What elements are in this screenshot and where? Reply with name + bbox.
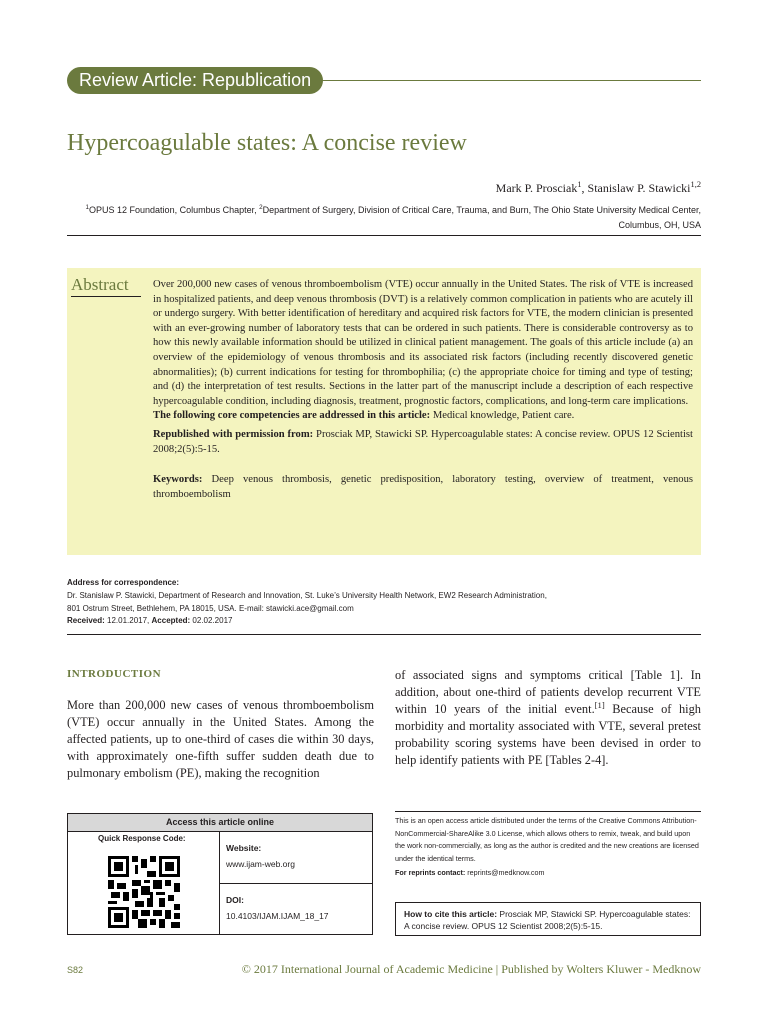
author-name: Stanislaw P. Stawicki: [587, 181, 691, 195]
correspondence-line: 801 Ostrum Street, Bethlehem, PA 18015, USA. E-mail: stawicki.ace@gmail.com: [67, 603, 354, 613]
website-label: Website:: [226, 843, 262, 853]
article-title: Hypercoagulable states: A concise review: [67, 130, 467, 156]
correspondence-block: [67, 577, 707, 628]
abstract-paragraph: Over 200,000 new cases of venous thromboembolism (VTE) occur annually in the United States. The risk of VTE is increased in hospitalized patients, and deep venous thrombosis (DVT) is a relatively common complication in patients who are acutely ill or undergo surgery. With better identification of hereditary and acquired risk factors for VTE, the modern clinician is presented with an ever-growing number of laboratory tests that can be ordered in such patients. There is considerable controversy as to how this newly available information should be utilized in clinical patient management. The goals of this article include (a) an overview of the epidemiology of venous thrombosis and its associated risk factors (including recently discovered genetic abnormalities); (b) current indications for testing for thrombophilia; (c) the appropriate choice for timing and type of testing; and (d) the interpretation of test results. Sections in the latter part of the manuscript include a description of each respective hypercoagulable condition, including diagnosis, treatment, prognostic factors, complications, and long-term care implications.: [153, 279, 693, 407]
cite-label: How to cite this article:: [404, 909, 498, 919]
core-competencies: [153, 409, 693, 424]
author-sup: 1: [577, 180, 582, 189]
access-box: [67, 813, 373, 935]
affil-sup: 2: [259, 204, 263, 211]
reprints-label: For reprints contact:: [395, 868, 466, 877]
website-link[interactable]: www.ijam-web.org: [226, 859, 295, 869]
divider: [67, 634, 701, 635]
citation-link[interactable]: [1]: [594, 699, 605, 710]
affiliations: [51, 203, 701, 233]
core-competencies-label: The following core competencies are addressed in this article:: [153, 410, 431, 422]
abstract-body: [153, 278, 693, 502]
dates-line: [67, 615, 707, 628]
license-text: This is an open access article distributed under the terms of the Creative Commons Attribution-NonCommercial-ShareAlike 3.0 License, which allows others to remix, tweak, and build upon the work non-commercially, as long as the author is credited and the new creations are licensed under the identical terms.: [395, 816, 699, 863]
correspondence-label: Address for correspondence:: [67, 578, 180, 587]
correspondence-line: Dr. Stanislaw P. Stawicki, Department of Research and Innovation, St. Luke’s University Health Network, EW2 Research Administration,: [67, 590, 547, 600]
section-heading: INTRODUCTION: [67, 668, 162, 680]
doi-link[interactable]: 10.4103/IJAM.IJAM_18_17: [226, 911, 329, 921]
keywords-label: Keywords:: [153, 474, 203, 486]
citation-box: [395, 902, 701, 936]
author-separator: ,: [581, 181, 588, 195]
keywords-value: Deep venous thrombosis, genetic predisposition, laboratory testing, overview of treatment, venous thromboembolism: [153, 474, 693, 500]
affil-text: Department of Surgery, Division of Critical Care, Trauma, and Burn, The Ohio State University Medical Center, Columbus, OH, USA: [262, 205, 701, 230]
republished-value: Prosciak MP, Stawicki SP. Hypercoagulable states: A concise review. OPUS 12 Scientist 2008;2(5):5-15.: [153, 428, 693, 455]
page-number: S82: [67, 965, 84, 975]
intro-column-2: [395, 667, 701, 769]
affil-text: OPUS 12 Foundation, Columbus Chapter,: [89, 205, 260, 215]
received-date: 12.01.2017,: [104, 616, 152, 626]
banner-rule: [300, 80, 701, 81]
abstract-label-underline: [71, 296, 141, 297]
intro-column-1: More than 200,000 new cases of venous thromboembolism (VTE) occur annually in the United States. Among the affected patients, up to one-third of cases die within 30 days, with approximately one-fifth suffer sudden death due to pulmonary embolism (PE), making the recognition: [67, 698, 374, 780]
author-name: Mark P. Prosciak: [495, 181, 578, 195]
license-rule: [395, 811, 701, 812]
intro-text: of associated signs and symptoms critical [Table 1]. In addition, about one-third of patients develop recurrent VTE within 10 years of the initial event.: [395, 668, 701, 716]
intro-text: Because of high morbidity and mortality associated with VTE, several pretest probability scoring systems have been devised in order to help identify patients with PE [Tables 2-4].: [395, 702, 701, 767]
cite-value: Prosciak MP, Stawicki SP. Hypercoagulable states: A concise review. OPUS 12 Scientist 2008;2(5):5-15.: [404, 909, 691, 931]
access-divider: [219, 883, 373, 884]
abstract-label: Abstract: [71, 275, 129, 294]
qr-label: Quick Response Code:: [98, 834, 186, 843]
qr-code-icon[interactable]: [108, 856, 180, 928]
access-heading: Access this article online: [68, 814, 372, 832]
divider: [67, 235, 701, 236]
reprints-line: [395, 868, 545, 877]
affil-sup: 1: [85, 204, 90, 211]
author-line: [496, 181, 701, 196]
accepted-date: 02.02.2017: [190, 616, 233, 626]
received-label: Received:: [67, 616, 105, 626]
core-competencies-value: Medical knowledge, Patient care.: [430, 410, 575, 422]
accepted-label: Accepted:: [151, 616, 191, 626]
doi-label: DOI:: [226, 895, 244, 905]
republished-label: Republished with permission from:: [153, 428, 314, 440]
article-type-banner: Review Article: Republication: [67, 67, 323, 94]
author-sup: 1,2: [690, 180, 701, 189]
journal-footer: © 2017 International Journal of Academic Medicine | Published by Wolters Kluwer - Medknow: [241, 962, 701, 976]
reprints-email[interactable]: reprints@medknow.com: [465, 868, 545, 877]
keywords: [153, 473, 693, 502]
republished-note: [153, 428, 693, 457]
